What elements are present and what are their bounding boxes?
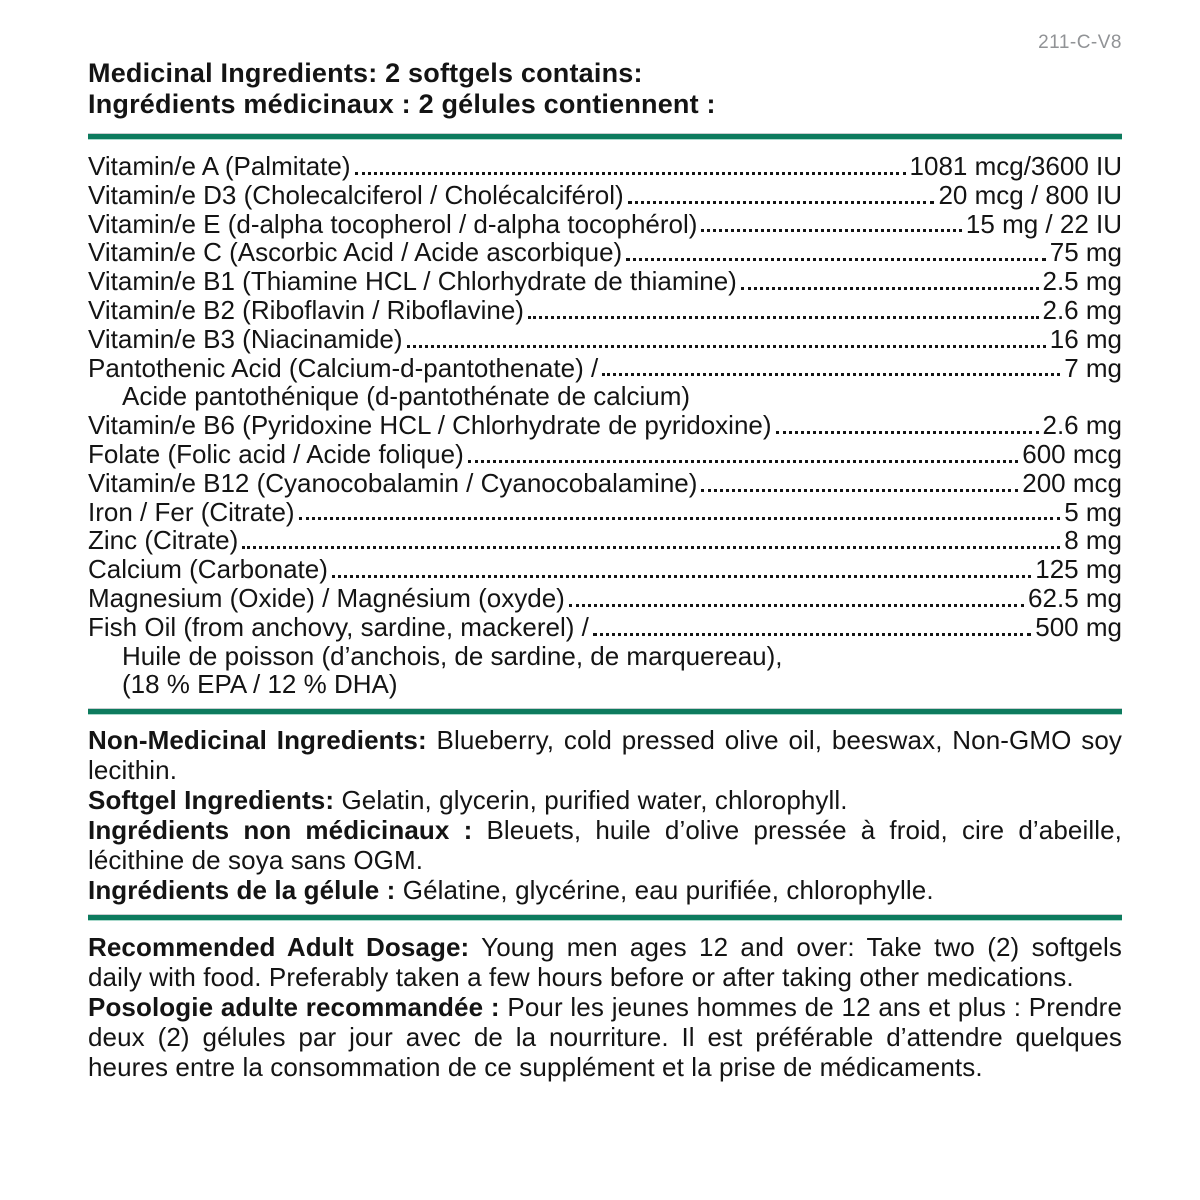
ingredient-name: Magnesium (Oxide) / Magnésium (oxyde) <box>88 582 565 613</box>
paragraph <box>88 725 1122 785</box>
ingredient-value: 1081 mcg/3600 IU <box>909 151 1122 181</box>
divider-middle <box>88 708 1122 715</box>
dot-leader <box>569 604 1024 607</box>
paragraph <box>88 785 1122 815</box>
ingredient-name: Iron / Fer (Citrate) <box>88 496 295 527</box>
paragraph-label: Softgel Ingredients: <box>88 785 335 816</box>
ingredient-name: Vitamin/e A (Palmitate) <box>88 151 351 181</box>
dot-leader <box>407 345 1046 348</box>
dot-leader <box>776 431 1039 434</box>
ingredient-name: Pantothenic Acid (Calcium-d-pantothenate) / <box>88 352 599 383</box>
paragraph-text: Gélatine, glycérine, eau purifiée, chlorophylle. <box>395 875 934 906</box>
ingredient-value: 15 mg / 22 IU <box>965 208 1122 239</box>
ingredient-name: Vitamin/e B3 (Niacinamide) <box>88 323 403 354</box>
ingredient-value: 7 mg <box>1064 352 1122 383</box>
ingredient-row <box>88 613 1122 642</box>
ingredient-value: 75 mg <box>1049 237 1122 268</box>
ingredient-row <box>88 210 1122 239</box>
dot-leader <box>628 201 935 204</box>
dot-leader <box>626 258 1046 261</box>
ingredient-name: Fish Oil (from anchovy, sardine, mackerel) / <box>88 611 589 642</box>
ingredient-value: 500 mg <box>1035 611 1122 642</box>
paragraph-text: Bleuets, huile d’olive pressée à froid, cire d’abeille, lécithine de soya sans OGM. <box>88 815 1122 876</box>
ingredient-name: Folate (Folic acid / Acide folique) <box>88 438 464 469</box>
ingredient-row <box>88 498 1122 527</box>
ingredient-row <box>88 267 1122 296</box>
dot-leader <box>528 316 1039 319</box>
ingredient-row <box>88 296 1122 325</box>
ingredient-row <box>88 555 1122 584</box>
dot-leader <box>701 229 961 232</box>
ingredient-value: 2.6 mg <box>1042 410 1122 441</box>
ingredient-name: Vitamin/e B12 (Cyanocobalamin / Cyanocobalamine) <box>88 467 698 498</box>
dot-leader <box>593 633 1031 636</box>
ingredient-value: 16 mg <box>1049 323 1122 354</box>
paragraph-text: Gelatin, glycerin, purified water, chlorophyll. <box>334 785 848 816</box>
dot-leader <box>468 460 1019 463</box>
paragraph <box>88 815 1122 875</box>
dot-leader <box>602 373 1060 376</box>
divider-top <box>88 133 1122 140</box>
ingredient-subline: Huile de poisson (d’anchois, de sardine, de marquereau), <box>122 640 783 671</box>
label-header <box>88 58 1122 120</box>
ingredient-value: 5 mg <box>1064 496 1122 527</box>
ingredient-value: 2.6 mg <box>1042 294 1122 325</box>
ingredient-name: Vitamin/e B6 (Pyridoxine HCL / Chlorhydrate de pyridoxine) <box>88 410 772 441</box>
dot-leader <box>355 172 906 175</box>
ingredient-value: 600 mcg <box>1022 438 1122 469</box>
paragraph-text: Young men ages 12 and over: Take two (2) softgels daily with food. Preferably taken a few hours before or after taking other medications. <box>88 932 1122 993</box>
ingredient-row <box>88 411 1122 440</box>
dot-leader <box>332 575 1031 578</box>
header-fr: Ingrédients médicinaux : 2 gélules contiennent : <box>88 89 716 119</box>
dot-leader <box>741 287 1039 290</box>
ingredient-value: 62.5 mg <box>1028 582 1122 613</box>
paragraph-text: Pour les jeunes hommes de 12 ans et plus : Prendre deux (2) gélules par jour avec de la nourriture. Il est préférable d’attendre quelques heures entre la consommation de ce supplément et la prise de médicaments. <box>88 992 1123 1083</box>
paragraph-label: Ingrédients de la gélule : <box>88 875 396 906</box>
paragraph <box>88 992 1122 1082</box>
ingredient-name: Vitamin/e E (d-alpha tocopherol / d-alpha tocophérol) <box>88 208 698 239</box>
ingredient-row <box>88 238 1122 267</box>
ingredient-value: 200 mcg <box>1022 467 1122 498</box>
ingredient-row <box>88 152 1122 181</box>
paragraph <box>88 875 1122 905</box>
ingredient-value: 2.5 mg <box>1042 266 1122 297</box>
paragraph-text: Blueberry, cold pressed olive oil, beeswax, Non-GMO soy lecithin. <box>88 725 1122 786</box>
ingredient-row <box>88 325 1122 354</box>
ingredient-row <box>88 469 1122 498</box>
header-en: Medicinal Ingredients: 2 softgels contains: <box>88 58 643 88</box>
product-code: 211-C-V8 <box>1038 32 1122 53</box>
ingredient-name: Vitamin/e C (Ascorbic Acid / Acide ascorbique) <box>88 237 623 268</box>
dot-leader <box>299 517 1061 520</box>
ingredient-subline: (18 % EPA / 12 % DHA) <box>122 669 398 700</box>
paragraph-label: Non-Medicinal Ingredients: <box>88 725 427 756</box>
ingredient-name: Vitamin/e D3 (Cholecalciferol / Cholécalciférol) <box>88 179 624 210</box>
non-medicinal-section <box>88 725 1122 905</box>
ingredient-name: Zinc (Citrate) <box>88 525 239 556</box>
ingredient-value: 8 mg <box>1064 525 1122 556</box>
ingredient-name: Vitamin/e B1 (Thiamine HCL / Chlorhydrate de thiamine) <box>88 266 737 297</box>
ingredient-value: 125 mg <box>1035 554 1122 585</box>
paragraph-label: Recommended Adult Dosage: <box>88 932 470 963</box>
medicinal-ingredient-list <box>88 152 1122 699</box>
ingredient-value: 20 mcg / 800 IU <box>938 179 1122 210</box>
ingredient-row <box>88 440 1122 469</box>
ingredient-row <box>88 526 1122 555</box>
ingredient-row <box>88 181 1122 210</box>
ingredient-subline: Acide pantothénique (d-pantothénate de calcium) <box>122 381 691 412</box>
dot-leader <box>701 489 1018 492</box>
ingredient-row <box>88 584 1122 613</box>
dot-leader <box>242 546 1060 549</box>
ingredient-row <box>88 354 1122 383</box>
paragraph-label: Ingrédients non médicinaux : <box>88 815 473 846</box>
ingredient-name: Vitamin/e B2 (Riboflavin / Riboflavine) <box>88 294 524 325</box>
dosage-section <box>88 932 1122 1082</box>
paragraph-label: Posologie adulte recommandée : <box>88 992 500 1023</box>
paragraph <box>88 932 1122 992</box>
divider-bottom <box>88 914 1122 921</box>
ingredient-name: Calcium (Carbonate) <box>88 554 328 585</box>
